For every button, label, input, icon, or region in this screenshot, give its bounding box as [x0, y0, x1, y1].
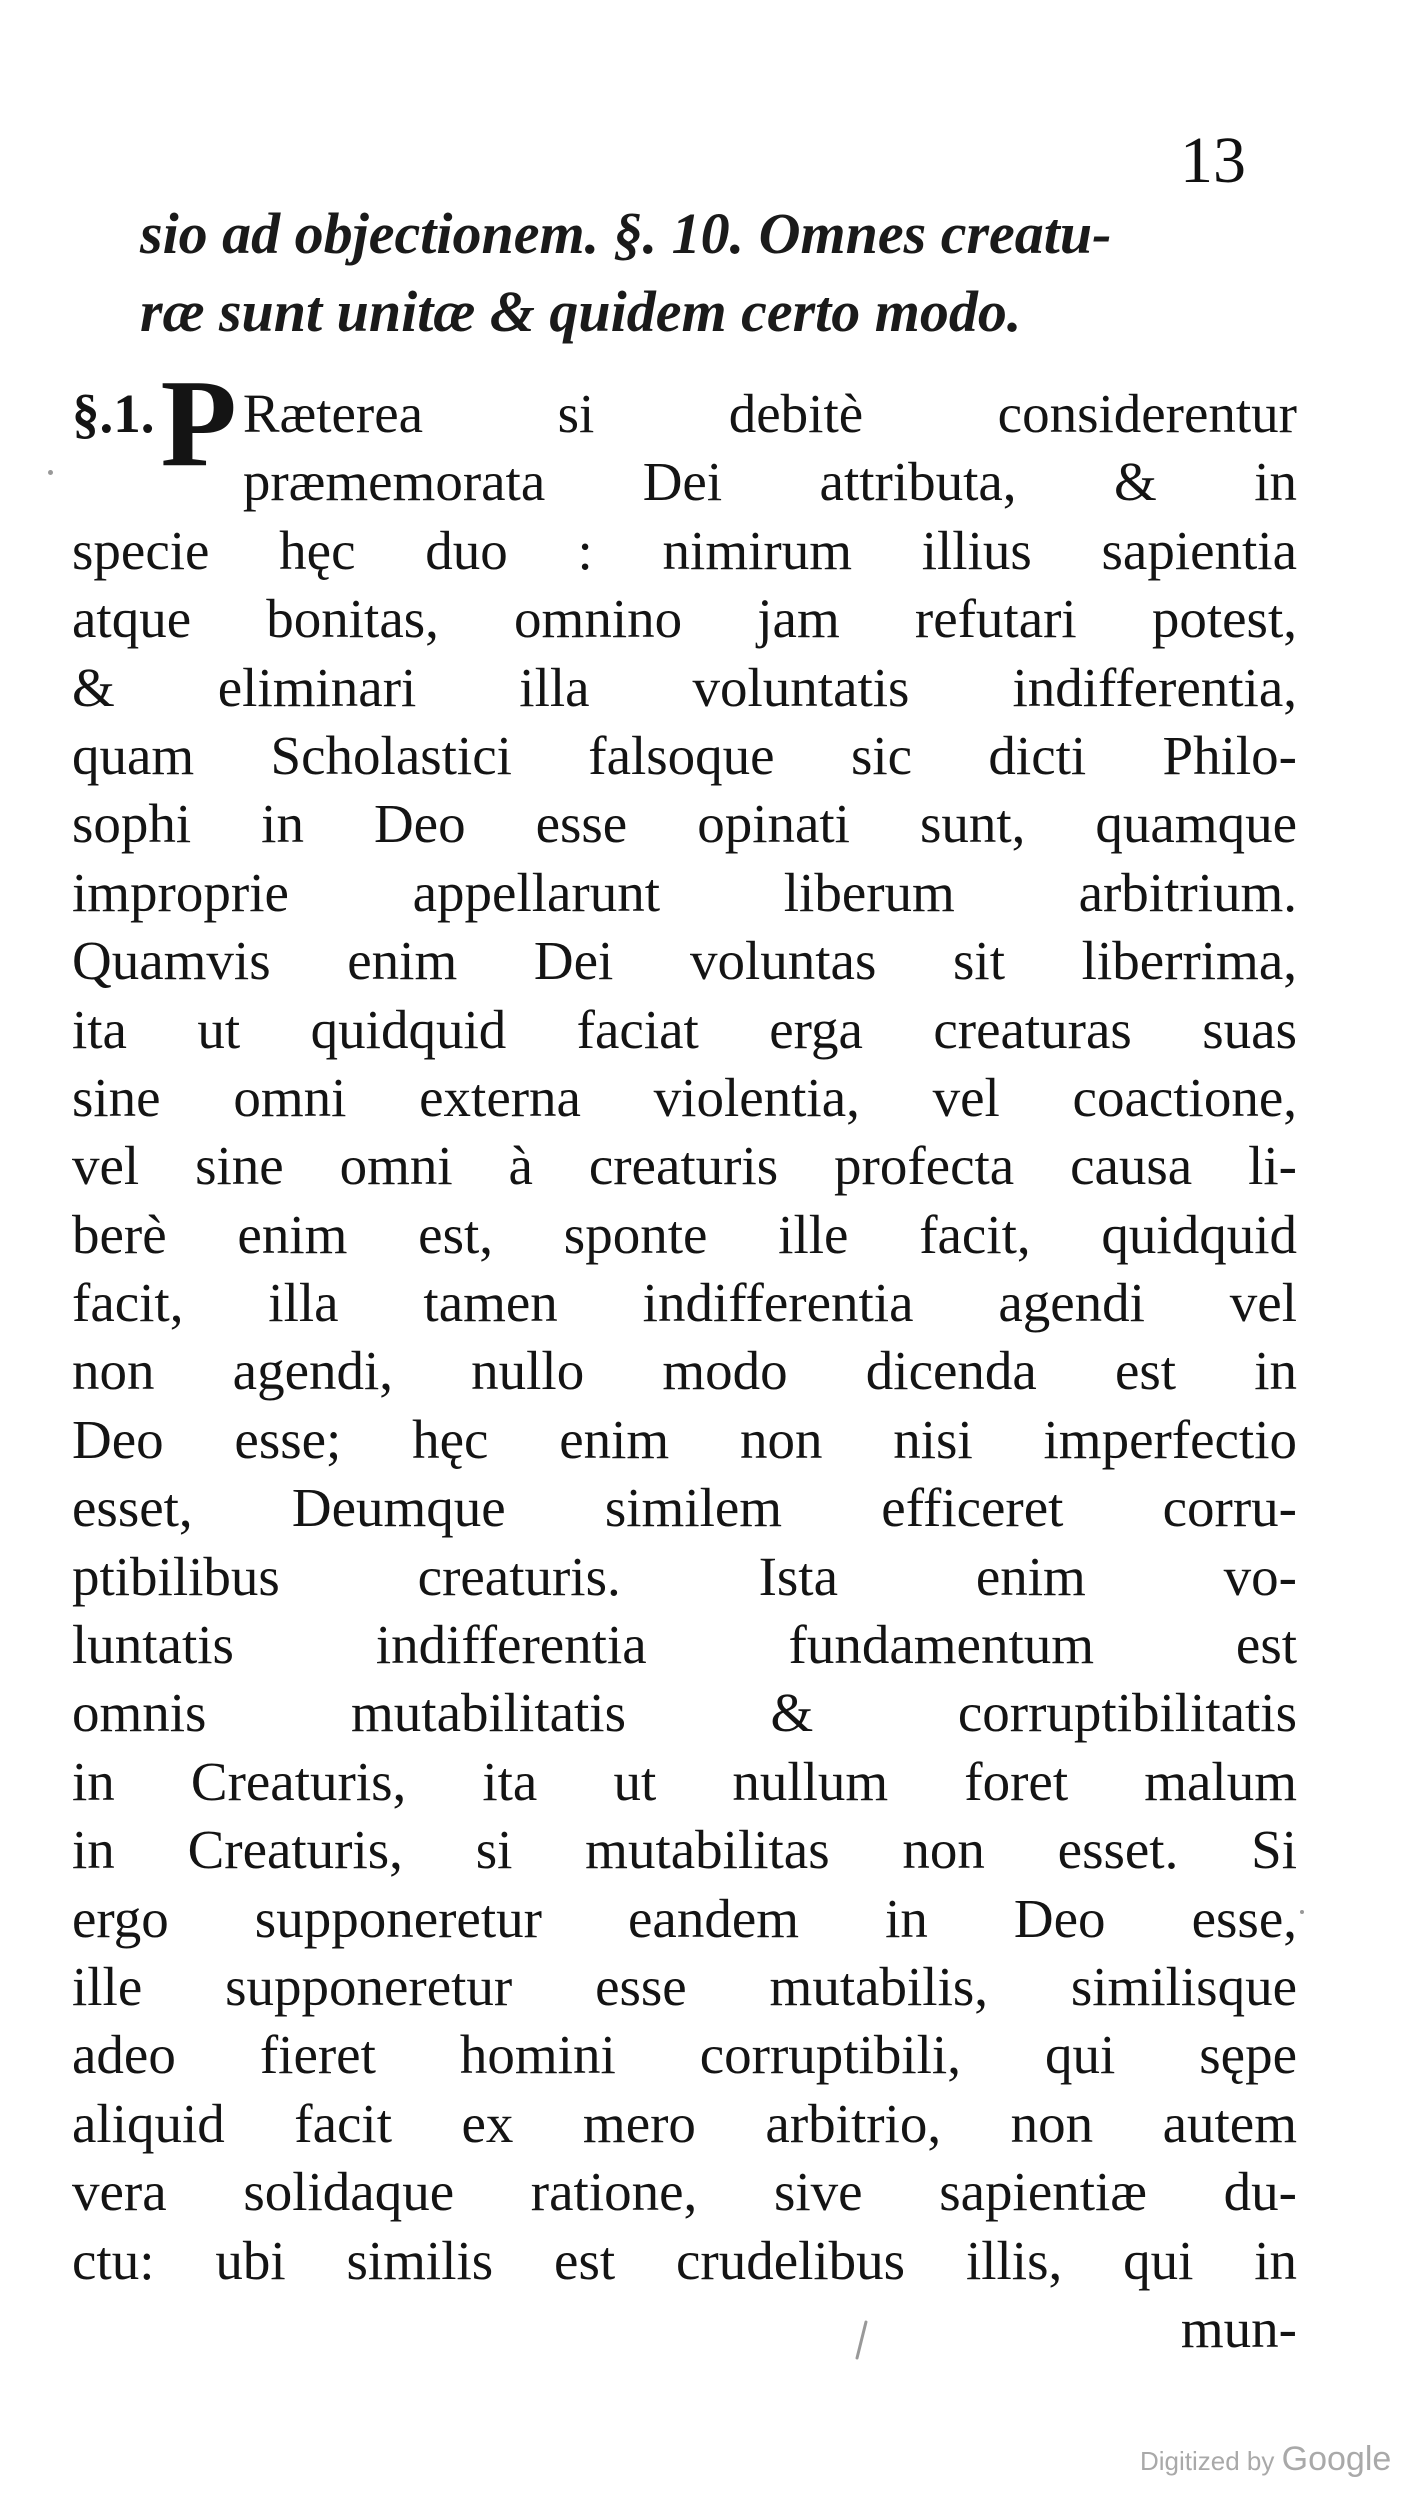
text-line: & eliminari illa voluntatis indifferentia,	[72, 656, 1297, 718]
text-line: berè enim est, sponte ille facit, quidquid	[72, 1203, 1297, 1265]
text-line: Ræterea si debitè considerentur	[242, 383, 1297, 444]
text-line: ita ut quidquid faciat erga creaturas suas	[72, 998, 1297, 1060]
drop-cap-continuation	[243, 380, 1297, 517]
page-number: 13	[1180, 124, 1246, 197]
heading-line: ræ sunt unitæ & quidem certo modo.	[140, 279, 1022, 344]
text-line: ptibilibus creaturis. Ista enim vo-	[72, 1545, 1297, 1607]
text-line: quam Scholastici falsoque sic dicti Philo-	[72, 724, 1297, 786]
drop-cap: P	[160, 355, 237, 493]
opening-paragraph-start	[72, 355, 1297, 517]
text-line: facit, illa tamen indifferentia agendi vel	[72, 1272, 1297, 1334]
text-lines	[72, 517, 1297, 2295]
text-line: improprie appellarunt liberum arbitrium.	[72, 861, 1297, 923]
paragraph-lead	[72, 355, 243, 493]
text-line: specie hęc duo : nimirum illius sapientia	[72, 519, 1297, 581]
text-line: adeo fieret homini corruptibili, qui sępe	[72, 2024, 1297, 2086]
body-text	[72, 355, 1297, 2363]
text-line: Quamvis enim Dei voluntas sit liberrima,	[72, 930, 1297, 992]
text-line: sine omni externa violentia, vel coactione,	[72, 1066, 1297, 1128]
text-line: luntatis indifferentia fundamentum est	[72, 1614, 1297, 1676]
digitized-by-label: Digitized by	[1140, 2446, 1275, 2476]
section-marker: §.1.	[72, 383, 155, 444]
print-speck	[1300, 1910, 1304, 1914]
chapter-summary-heading	[140, 195, 1320, 351]
text-line: non agendi, nullo modo dicenda est in	[72, 1340, 1297, 1402]
text-line: præmemorata Dei attributa, & in	[242, 451, 1297, 513]
digitization-watermark	[1140, 2440, 1391, 2479]
text-line: esset, Deumque similem efficeret corru-	[72, 1477, 1297, 1539]
print-speck	[48, 470, 53, 475]
catchword: mun-	[1180, 2297, 1297, 2359]
text-line: omnis mutabilitatis & corruptibilitatis	[72, 1682, 1297, 1744]
text-line: in Creaturis, ita ut nullum foret malum	[72, 1750, 1297, 1812]
text-line: ctu: ubi similis est crudelibus illis, qui in	[72, 2229, 1297, 2291]
text-line: sophi in Deo esse opinati sunt, quamque	[72, 793, 1297, 855]
text-line: vel sine omni à creaturis profecta causa li-	[72, 1135, 1297, 1197]
text-line: ille supponeretur esse mutabilis, similisque	[72, 1956, 1297, 2017]
text-line: ergo supponeretur eandem in Deo esse,	[72, 1887, 1297, 1949]
text-line: in Creaturis, si mutabilitas non esset. Si	[72, 1819, 1297, 1881]
text-line: atque bonitas, omnino jam refutari potest,	[72, 588, 1297, 650]
heading-line: sio ad objectionem. §. 10. Omnes creatu-	[140, 201, 1112, 266]
google-logo: Google	[1281, 2440, 1392, 2478]
text-line: Deo esse; hęc enim non nisi imperfectio	[72, 1408, 1297, 1470]
text-line: aliquid facit ex mero arbitrio, non autem	[72, 2092, 1297, 2154]
text-line: vera solidaque ratione, sive sapientiæ du-	[72, 2161, 1297, 2223]
